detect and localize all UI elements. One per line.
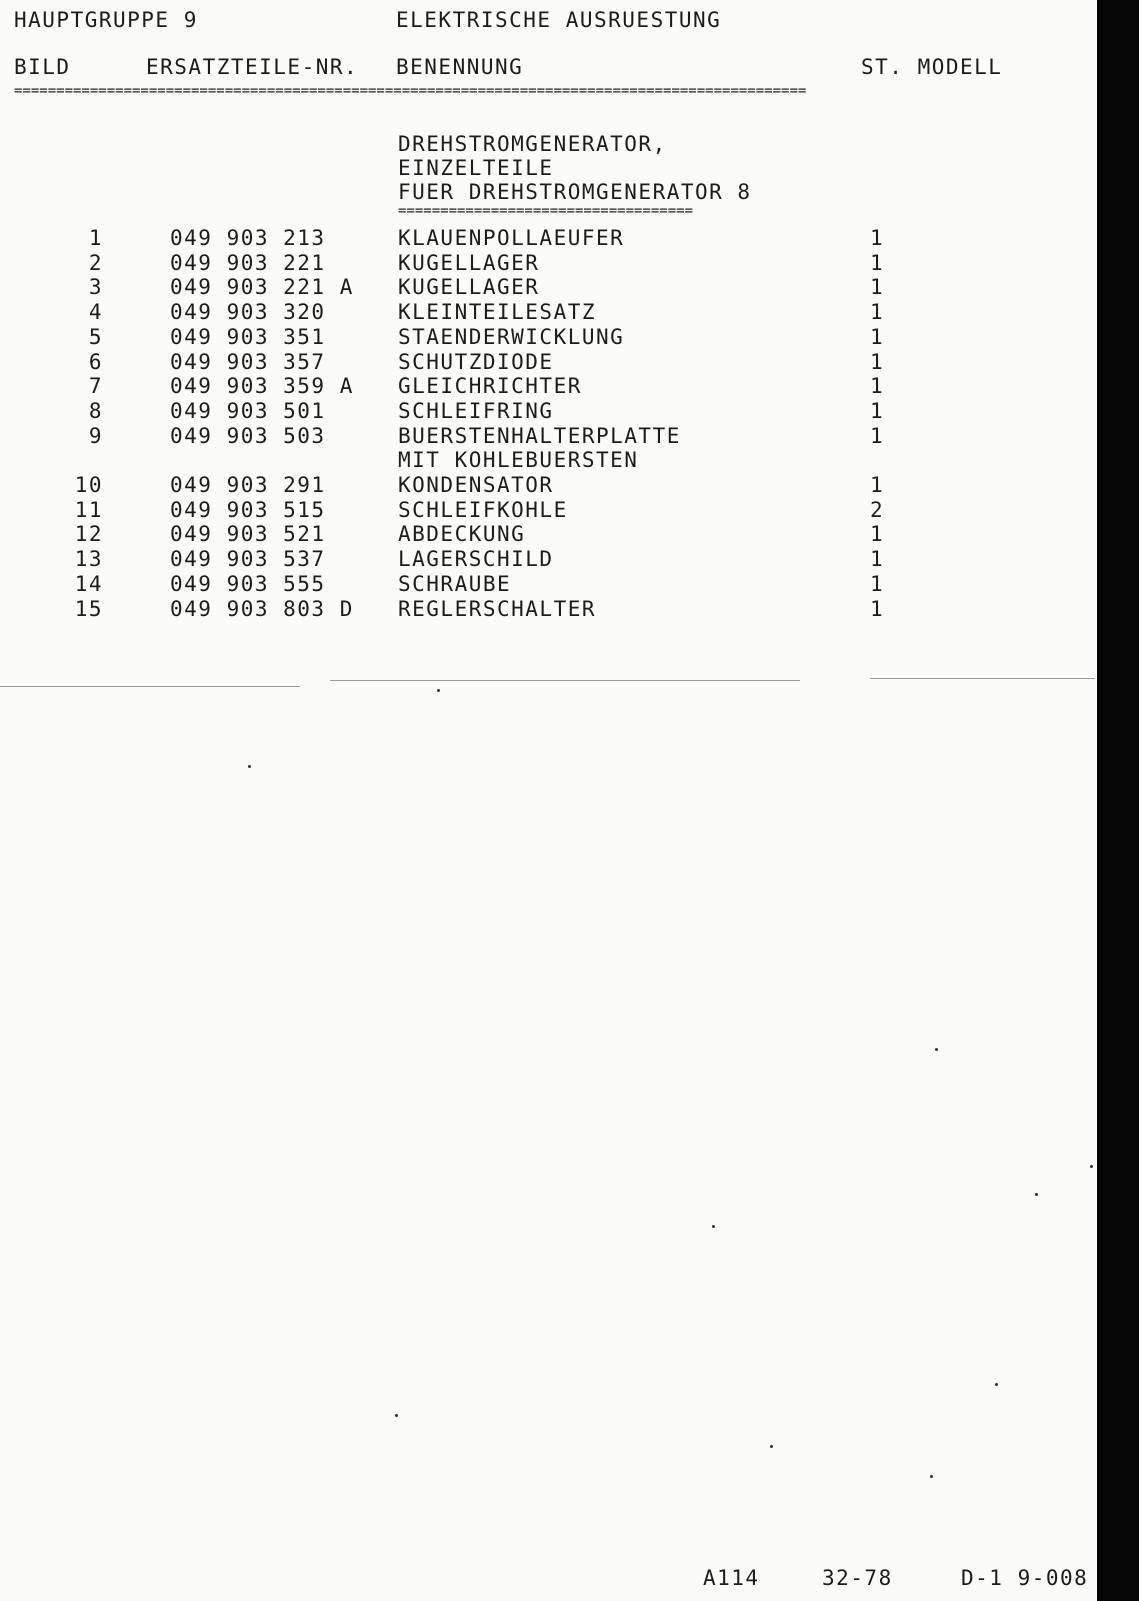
row-bild: 1 [88, 226, 103, 250]
row-part-number: 049 903 521 [170, 522, 326, 547]
row-quantity: 1 [870, 275, 885, 300]
scan-speck [437, 689, 440, 692]
row-part-number: 049 903 351 [170, 324, 326, 349]
column-header-part-number: ERSATZTEILE-NR. [146, 55, 359, 79]
row-quantity: 1 [870, 250, 885, 275]
row-bild: 14 [74, 571, 103, 596]
main-group-label: HAUPTGRUPPE 9 [14, 8, 198, 32]
row-name: KLAUENPOLLAEUFER [398, 226, 625, 250]
row-part-number: 049 903 515 [170, 497, 326, 522]
column-header-name: BENENNUNG [396, 55, 524, 79]
row-part-number: 049 903 359 A [170, 374, 354, 399]
row-quantity: 1 [870, 349, 885, 374]
row-name: SCHLEIFRING [398, 398, 554, 423]
row-part-number: 049 903 501 [170, 398, 326, 423]
row-quantity: 1 [870, 473, 885, 497]
row-name: GLEICHRICHTER [398, 374, 582, 399]
row-quantity: 1 [870, 300, 885, 325]
row-bild: 9 [88, 423, 103, 448]
scan-speck [1035, 1193, 1038, 1196]
row-bild: 8 [88, 398, 103, 423]
scan-edge-bar [1097, 0, 1139, 1601]
row-part-number: 049 903 213 [170, 226, 326, 250]
row-part-number: 049 903 221 [170, 250, 326, 275]
row-name: KONDENSATOR [398, 473, 554, 497]
row-quantity: 1 [870, 571, 885, 596]
scan-fold-line [0, 686, 300, 687]
section-divider: =================================== [398, 204, 694, 218]
row-quantity: 2 [870, 497, 885, 522]
scan-speck [770, 1445, 773, 1448]
row-name: SCHRAUBE [398, 571, 512, 596]
row-bild: 6 [88, 349, 103, 374]
row-bild: 3 [88, 275, 103, 300]
row-bild: 15 [74, 596, 103, 621]
row-bild: 12 [74, 522, 103, 547]
row-bild: 7 [88, 374, 103, 399]
row-quantity: 1 [870, 398, 885, 423]
row-name: SCHUTZDIODE [398, 349, 554, 374]
row-name: STAENDERWICKLUNG [398, 324, 625, 349]
row-name-continuation: MIT KOHLEBUERSTEN [398, 448, 639, 473]
row-part-number: 049 903 803 D [170, 596, 354, 621]
group-title: ELEKTRISCHE AUSRUESTUNG [396, 8, 722, 32]
row-part-number: 049 903 503 [170, 423, 326, 448]
row-part-number: 049 903 537 [170, 547, 326, 572]
row-quantity: 1 [870, 596, 885, 621]
row-name: KLEINTEILESATZ [398, 300, 597, 325]
row-quantity: 1 [870, 374, 885, 399]
row-name: SCHLEIFKOHLE [398, 497, 568, 522]
row-name: KUGELLAGER [398, 275, 540, 300]
scan-speck [995, 1383, 998, 1386]
row-quantity: 1 [870, 547, 885, 572]
row-bild: 5 [88, 324, 103, 349]
column-header-qty-model: ST. MODELL [861, 55, 1003, 79]
row-part-number: 049 903 320 [170, 300, 326, 325]
section-title-line1: DREHSTROMGENERATOR, [398, 132, 667, 156]
page-code: A114 [703, 1566, 760, 1590]
row-name: BUERSTENHALTERPLATTE [398, 423, 681, 448]
row-bild: 4 [88, 300, 103, 325]
row-quantity: 1 [870, 423, 885, 448]
row-quantity: 1 [870, 522, 885, 547]
row-name: KUGELLAGER [398, 250, 540, 275]
row-bild: 10 [74, 473, 103, 497]
scan-fold-line [870, 678, 1095, 679]
row-part-number: 049 903 221 A [170, 275, 354, 300]
row-quantity: 1 [870, 226, 885, 250]
column-header-bild: BILD [14, 55, 71, 79]
section-title-line2: EINZELTEILE [398, 156, 554, 180]
row-bild: 13 [74, 547, 103, 572]
scan-speck [1090, 1165, 1093, 1168]
scan-fold-line [330, 680, 800, 681]
scan-speck [712, 1225, 715, 1228]
row-part-number: 049 903 555 [170, 571, 326, 596]
section-title-line3: FUER DREHSTROMGENERATOR 8 [398, 180, 752, 204]
document-code: D-1 9-008 [961, 1566, 1089, 1590]
header-divider: ============================================================================================== [14, 84, 807, 98]
row-name: REGLERSCHALTER [398, 596, 597, 621]
scan-speck [395, 1414, 398, 1417]
row-bild: 2 [88, 250, 103, 275]
row-part-number: 049 903 291 [170, 473, 326, 497]
row-part-number: 049 903 357 [170, 349, 326, 374]
row-name: LAGERSCHILD [398, 547, 554, 572]
date-code: 32-78 [822, 1566, 893, 1590]
row-bild: 11 [74, 497, 103, 522]
scan-speck [935, 1048, 938, 1051]
row-quantity: 1 [870, 324, 885, 349]
row-name: ABDECKUNG [398, 522, 526, 547]
scan-speck [930, 1475, 933, 1478]
scan-speck [248, 765, 251, 768]
